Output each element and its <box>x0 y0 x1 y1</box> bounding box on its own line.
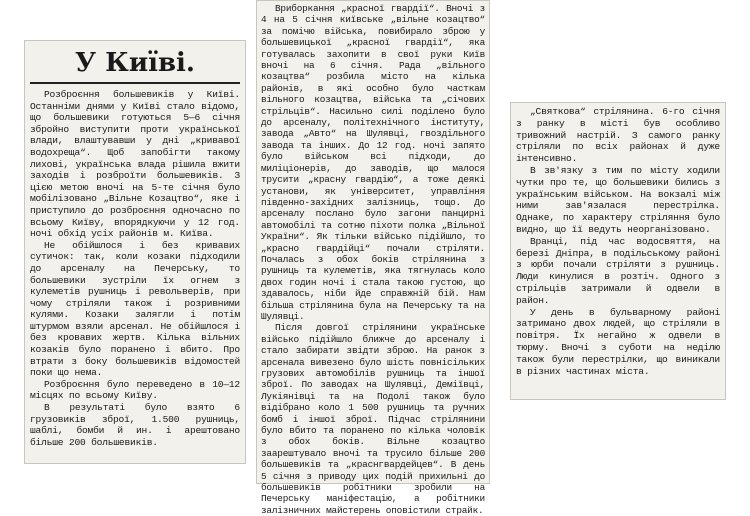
article-body <box>516 106 720 377</box>
article-body <box>30 89 240 448</box>
paragraph: В зв'язку з тим по місту ходили чутки про те, що большевики бились з українським військом. На вокзалі між ними зав'язалася перестрілка. Однаке, по характеру стріляння було видно, що її ведуть неорганізовано. <box>516 164 720 235</box>
article-body <box>261 3 485 516</box>
paragraph: Вриборкання „красної гвардії“. Вночі з 4 на 5 січня київське „вільне козацтво“ за помічю війська, повибирало зброю у большевицької „красної гвардії“, яка готувалась захопити в свої руки Київ вночі на 6 січня. Рада „вільного козацтва“ розбила місто на кілька районів, в які особно було часткам вільного козацтва, війська та „січових стрільців“. Насильно силі поділено було до арсеналу, політехнічного інституту, завода „Авто“ на Шулявці, гвоздільного завода та інших. До 12 год. ночі запято було військом всі підходи, до миліціонерів, до заводів, що малося трусити „красну гвардію“, а тоже деякі установи, як університет, управління південно-західних залізниць, тощо. До арсеналу послано було загони панцирні автомобілі та сотню піхоти полка „Вільної України“. Як тільки військо підійшло, то „красно гвардійці“ почали стріляти. Почалась з обох боків стрілянина з рушниць та кулеметів, яка тягнулась коло двох годин ночі і стала такою густою, що здавалось, ніби йде справжній бій. Нам більша стрілянина була на Печерську та на Шулявці. <box>261 3 485 322</box>
headline-rule <box>30 82 240 84</box>
paragraph: Розброєння було переведено в 10—12 місцях по всьому Київу. <box>30 378 240 402</box>
paragraph: У день в бульварному районі затримано двох людей, що стріляли в повітря. Їх негайно ж одвели в тюрму. Вночі з суботи на неділю також були перестрілки, що виникали в різних частинах міста. <box>516 306 720 377</box>
paragraph: Не обійшлося і без кривавих сутичок: так, коли козаки підходили до арсеналу на Печерську, то большевики зустріли їх огнем з кулеметів рушниць і револьверів, при чому стріляли також і розривними кулями. Козаки залягли і потім штурмом взяли арсенал. Не обійшлося і без кровавих жертв. Кілька вільних козаків було поранено і вбито. Про втрати з боку большевиків відомостей поки що нема. <box>30 239 240 379</box>
clipping-right <box>510 102 726 400</box>
paragraph: „Святкова“ стрілянина. 6-го січня з ранку в місті був особливо тривожний настрій. З самого ранку стріляли по всіх районах й дуже інтенсивно. <box>516 106 720 165</box>
paragraph: В результаті було взято 6 грузовиків зброї, 1.500 рушниць, шаблі, бомби й ин. і арештовано більше 200 большевиків. <box>30 402 240 448</box>
paragraph: Вранці, під час водосвяття, на березі Дніпра, в подільському районі з юрби почали стріляти з рушниць. Люди кинулися в розтіч. Одного з стрільців затримали й одвели в район. <box>516 235 720 306</box>
paragraph: Після довгої стрілянини українське військо підійшло ближче до арсеналу і стало забирати звідти зброю. На ранок з арсенала вивезено було шість повнісільких грузових автомобілів рушниць та іншої зброї. По заводах на Шулявці, Деміївці, Лукіянівці та на Подолі також було відібрано коло 1 500 рушниць та ручних бомб і іншої зброї. Підчас стрілянини було вбито та поранено по кілька чоловік з обох боків. Вільне козацтво заарештувало вночі та трусило більше 200 большевиків та „краснгвардейцев“. В день 5 січня з приводу цих подій прихильні до большевиків робітники зробили на Печерську маніфестацію, а робітники залізничних майстерень оповістили страйк. <box>261 322 485 516</box>
clipping-left <box>24 40 246 464</box>
clipping-middle <box>256 0 490 516</box>
headline: У Київі. <box>75 48 195 78</box>
paragraph: Розброєння большевиків у Київі. Останніми днями у Київі стало відомо, що большевики готуються 5—6 січня збройно виступити проти української влади, влаштувавши у дні „кривавої водохреща“. Щоб запобігти такому лихові, українська влада рішила вжити заходів і розброїти большевиків. З цією метою вночі на 5-те січня було мобілізовано „Вільне Козацтво“, яке і приступило до розброєння одночасно по всьому Київу, впорядкуючи у 12 год. ночі обхід усіх районів м. Київа. <box>30 89 240 240</box>
